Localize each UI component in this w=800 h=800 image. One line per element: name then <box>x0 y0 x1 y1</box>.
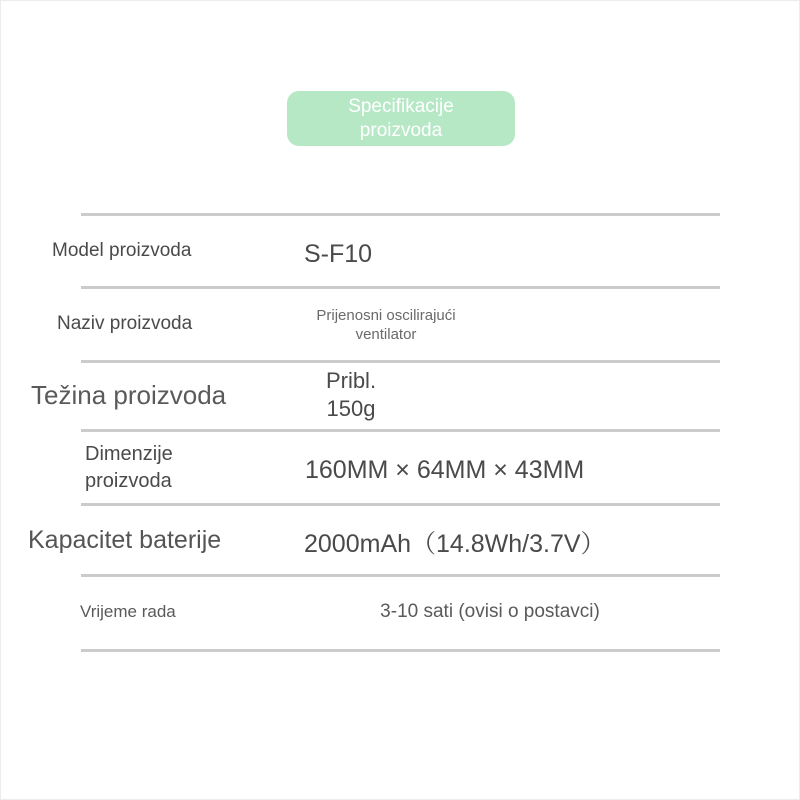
table-rule-bottom <box>81 649 720 652</box>
spec-value-name: Prijenosni oscilirajući ventilator <box>316 307 456 343</box>
spec-label-dimensions: Dimenzije proizvoda <box>85 443 173 492</box>
spec-label-runtime: Vrijeme rada <box>80 602 176 621</box>
table-rule <box>81 429 720 432</box>
table-rule <box>81 360 720 363</box>
spec-label-battery: Kapacitet baterije <box>28 525 222 554</box>
spec-value-battery: 2000mAh（14.8Wh/3.7V） <box>304 530 606 558</box>
table-rule <box>81 574 720 577</box>
spec-value-runtime: 3-10 sati (ovisi o postavci) <box>380 601 600 622</box>
table-rule <box>81 503 720 506</box>
table-rule <box>81 286 720 289</box>
spec-label-name: Naziv proizvoda <box>57 313 193 334</box>
title-badge: Specifikacije proizvoda <box>287 91 515 146</box>
spec-value-dimensions: 160MM × 64MM × 43MM <box>305 455 585 484</box>
table-rule-top <box>81 213 720 216</box>
spec-label-weight: Težina proizvoda <box>31 379 227 410</box>
spec-value-model: S-F10 <box>304 239 373 268</box>
spec-value-weight: Pribl. 150g <box>325 368 377 421</box>
spec-label-model: Model proizvoda <box>52 240 192 261</box>
